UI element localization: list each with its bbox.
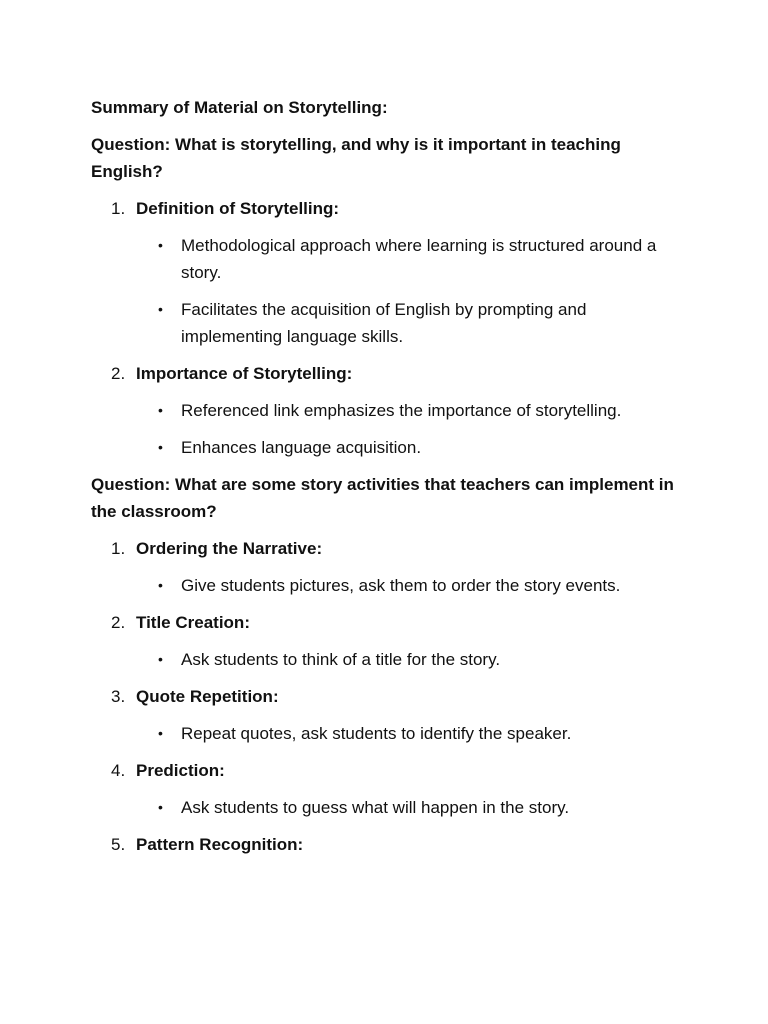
numbered-list xyxy=(91,195,682,461)
list-item xyxy=(91,535,682,599)
item-heading: Pattern Recognition: xyxy=(136,835,304,854)
list-item xyxy=(91,360,682,461)
bullet-item xyxy=(136,232,682,286)
bullet-item xyxy=(136,572,682,599)
list-item xyxy=(91,609,682,673)
bullet-item xyxy=(136,794,682,821)
bullet-text: Methodological approach where learning is structured around a story. xyxy=(181,236,657,282)
bullet-text: Referenced link emphasizes the importance of storytelling. xyxy=(181,401,622,420)
bullet-icon: • xyxy=(158,799,163,815)
bullet-item xyxy=(136,397,682,424)
bullet-icon: • xyxy=(158,439,163,455)
bullet-list xyxy=(136,646,682,673)
item-number: 1. xyxy=(111,539,126,558)
bullet-icon: • xyxy=(158,577,163,593)
bullet-text: Enhances language acquisition. xyxy=(181,438,422,457)
bullet-text: Repeat quotes, ask students to identify the speaker. xyxy=(181,724,572,743)
list-item xyxy=(91,195,682,350)
item-heading: Prediction: xyxy=(136,761,225,780)
bullet-icon: • xyxy=(158,402,163,418)
item-heading: Definition of Storytelling: xyxy=(136,199,340,218)
bullet-icon: • xyxy=(158,301,163,317)
item-heading: Title Creation: xyxy=(136,613,250,632)
bullet-item xyxy=(136,720,682,747)
item-heading: Ordering the Narrative: xyxy=(136,539,323,558)
item-heading: Importance of Storytelling: xyxy=(136,364,353,383)
bullet-list xyxy=(136,397,682,461)
item-heading: Quote Repetition: xyxy=(136,687,279,706)
list-item xyxy=(91,757,682,821)
bullet-list xyxy=(136,232,682,350)
item-number: 5. xyxy=(111,835,126,854)
bullet-text: Give students pictures, ask them to order the story events. xyxy=(181,576,621,595)
bullet-item xyxy=(136,296,682,350)
bullet-item xyxy=(136,646,682,673)
bullet-text: Ask students to think of a title for the story. xyxy=(181,650,501,669)
item-number: 2. xyxy=(111,364,126,383)
list-item xyxy=(91,831,682,858)
document-title: Summary of Material on Storytelling: xyxy=(91,98,388,117)
numbered-list xyxy=(91,535,682,858)
bullet-list xyxy=(136,720,682,747)
bullet-text: Ask students to guess what will happen in the story. xyxy=(181,798,570,817)
section-question: Question: What is storytelling, and why is it important in teaching English? xyxy=(91,135,621,181)
bullet-list xyxy=(136,572,682,599)
item-number: 1. xyxy=(111,199,126,218)
bullet-icon: • xyxy=(158,237,163,253)
section-question: Question: What are some story activities that teachers can implement in the classroom? xyxy=(91,475,674,521)
bullet-list xyxy=(136,794,682,821)
bullet-icon: • xyxy=(158,725,163,741)
item-number: 2. xyxy=(111,613,126,632)
item-number: 4. xyxy=(111,761,126,780)
item-number: 3. xyxy=(111,687,126,706)
bullet-item xyxy=(136,434,682,461)
list-item xyxy=(91,683,682,747)
bullet-text: Facilitates the acquisition of English by prompting and implementing language skills. xyxy=(181,300,587,346)
bullet-icon: • xyxy=(158,651,163,667)
